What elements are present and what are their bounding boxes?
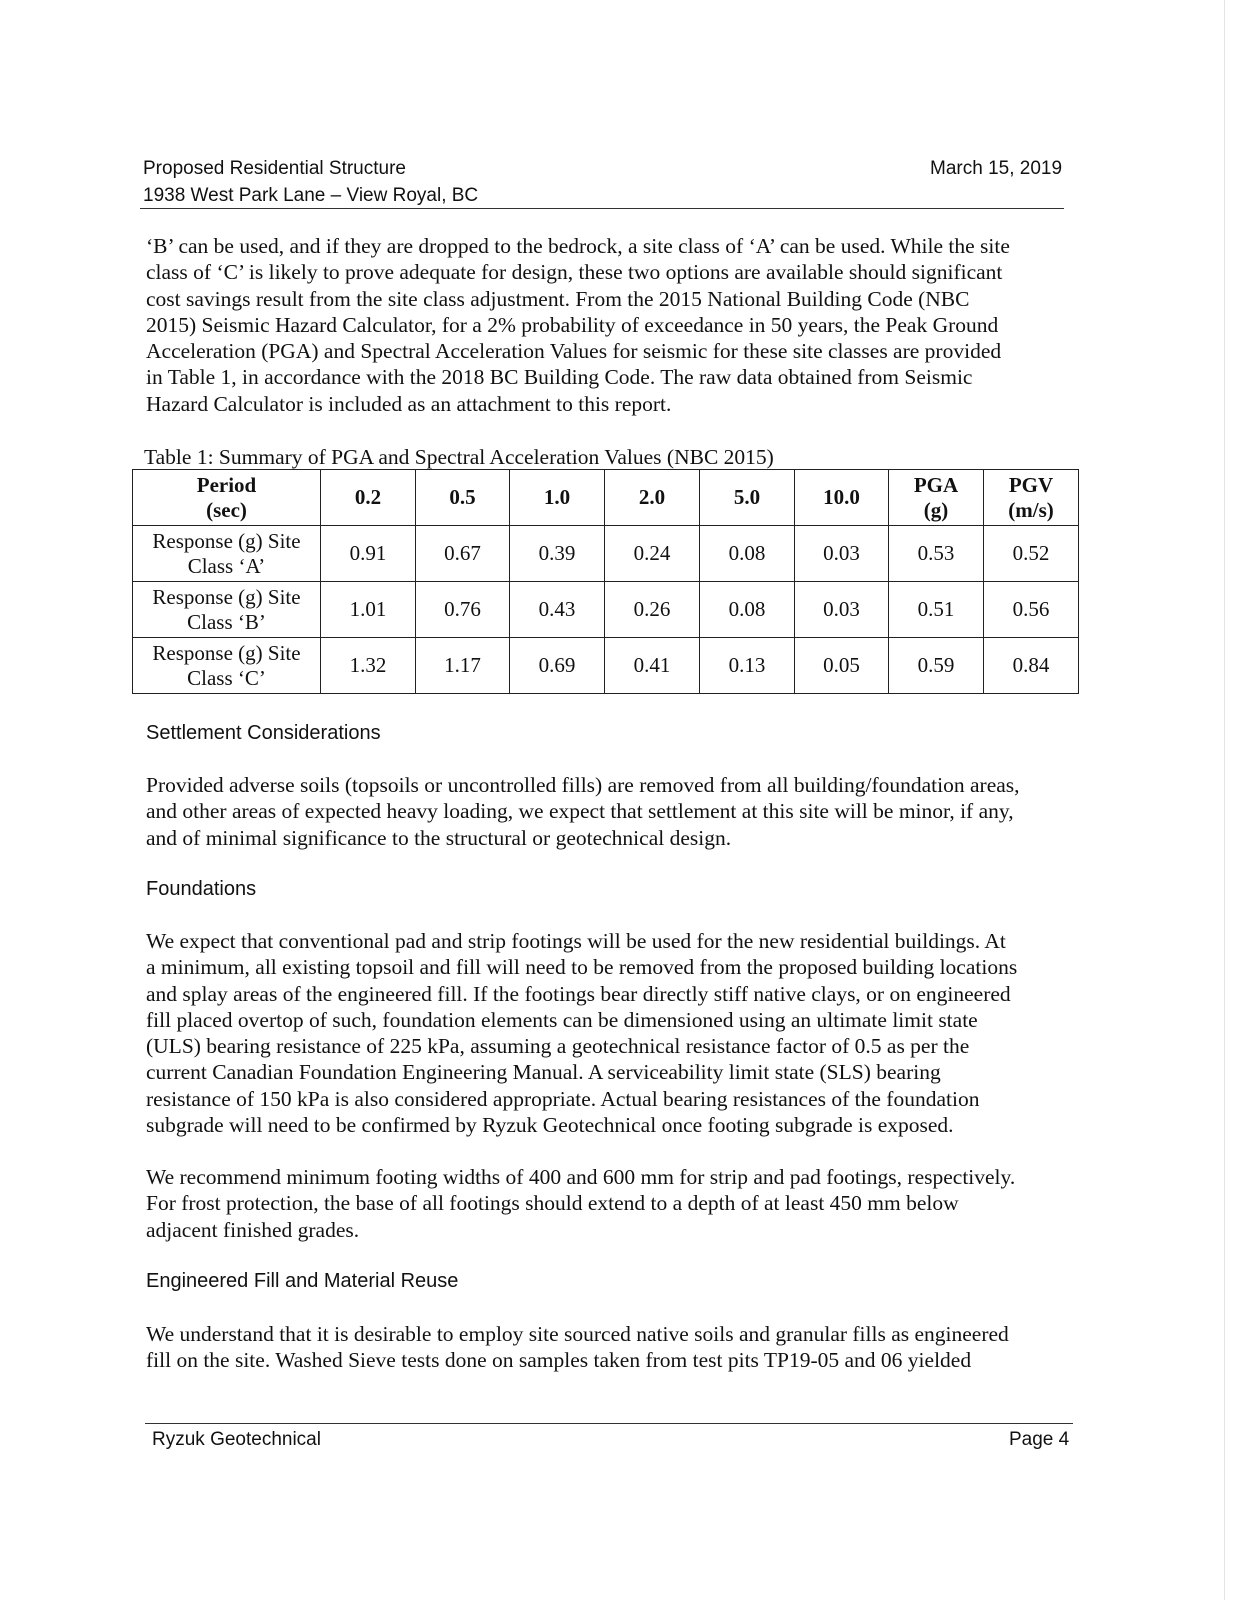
- table-cell: 1.32: [321, 638, 416, 694]
- text-line: fill placed overtop of such, foundation elements can be dimensioned using an ultimate limit state: [146, 1007, 978, 1032]
- text-line: and other areas of expected heavy loading, we expect that settlement at this site will be minor, if any,: [146, 799, 1014, 824]
- foundations-paragraph-2: [146, 1164, 1015, 1243]
- table-cell: 0.39: [510, 526, 605, 582]
- foundations-heading: Foundations: [146, 878, 257, 900]
- row-label: Response (g) Site Class ‘C’: [133, 638, 321, 694]
- header-rule: [140, 208, 1064, 209]
- table-cell: 0.03: [795, 526, 889, 582]
- page-edge-line: [1224, 0, 1225, 1600]
- header-cell-10.0: 10.0: [795, 470, 889, 526]
- header-date: March 15, 2019: [930, 158, 1063, 179]
- text-line: For frost protection, the base of all footings should extend to a depth of at least 450 mm below: [146, 1191, 959, 1216]
- page-header: [143, 155, 478, 209]
- text-line: We understand that it is desirable to employ site sourced native soils and granular fills as engineered: [146, 1322, 1009, 1346]
- header-cell-pga: PGA (g): [889, 470, 984, 526]
- settlement-paragraph: [146, 772, 1020, 851]
- table-cell: 0.56: [984, 582, 1079, 638]
- text-line: We expect that conventional pad and strip footings will be used for the new residential buildings. At: [146, 929, 1006, 953]
- text-line: a minimum, all existing topsoil and fill will need to be removed from the proposed building locations: [146, 955, 1018, 980]
- table-cell: 0.52: [984, 526, 1079, 582]
- table-cell: 0.41: [605, 638, 700, 694]
- fill-paragraph: [146, 1321, 1009, 1374]
- table-header-row: [133, 470, 1079, 526]
- table-cell: 0.05: [795, 638, 889, 694]
- foundations-paragraph-1: [146, 928, 1017, 1138]
- header-cell-period: Period (sec): [133, 470, 321, 526]
- table-cell: 0.53: [889, 526, 984, 582]
- text-line: (ULS) bearing resistance of 225 kPa, assuming a geotechnical resistance factor of 0.5 as per the: [146, 1034, 970, 1059]
- table-cell: 0.08: [700, 582, 795, 638]
- footer-rule: [145, 1423, 1073, 1424]
- table-cell: 0.08: [700, 526, 795, 582]
- text-line: Acceleration (PGA) and Spectral Acceleration Values for seismic for these site classes are provided: [146, 339, 1002, 364]
- row-label: Response (g) Site Class ‘A’: [133, 526, 321, 582]
- header-address: 1938 West Park Lane – View Royal, BC: [143, 185, 479, 206]
- footer-company: Ryzuk Geotechnical: [152, 1429, 321, 1450]
- seismic-table: [132, 469, 1079, 694]
- header-cell-pgv: PGV (m/s): [984, 470, 1079, 526]
- header-title: Proposed Residential Structure: [143, 158, 406, 179]
- table-cell: 0.24: [605, 526, 700, 582]
- table-cell: 0.67: [416, 526, 510, 582]
- table-cell: 0.43: [510, 582, 605, 638]
- table-cell: 0.69: [510, 638, 605, 694]
- text-line: adjacent finished grades.: [146, 1217, 360, 1242]
- table-cell: 1.17: [416, 638, 510, 694]
- text-line: resistance of 150 kPa is also considered appropriate. Actual bearing resistances of the foundation: [146, 1086, 980, 1111]
- table-cell: 0.84: [984, 638, 1079, 694]
- table-row-site-b: [133, 582, 1079, 638]
- text-line: Hazard Calculator is included as an attachment to this report.: [146, 391, 672, 416]
- header-cell-0.5: 0.5: [416, 470, 510, 526]
- text-line: We recommend minimum footing widths of 400 and 600 mm for strip and pad footings, respectively.: [146, 1165, 1016, 1189]
- table-cell: 0.26: [605, 582, 700, 638]
- header-cell-2.0: 2.0: [605, 470, 700, 526]
- text-line: 2015) Seismic Hazard Calculator, for a 2% probability of exceedance in 50 years, the Peak Ground: [146, 312, 999, 337]
- settlement-heading: Settlement Considerations: [146, 722, 381, 744]
- table-cell: 0.03: [795, 582, 889, 638]
- table-row-site-a: [133, 526, 1079, 582]
- row-label: Response (g) Site Class ‘B’: [133, 582, 321, 638]
- text-line: current Canadian Foundation Engineering Manual. A serviceability limit state (SLS) bearing: [146, 1060, 941, 1085]
- table-cell: 0.59: [889, 638, 984, 694]
- table-cell: 0.51: [889, 582, 984, 638]
- table-row-site-c: [133, 638, 1079, 694]
- table-caption: Table 1: Summary of PGA and Spectral Acceleration Values (NBC 2015): [144, 445, 774, 469]
- intro-paragraph: [146, 233, 1010, 417]
- text-line: class of ‘C’ is likely to prove adequate for design, these two options are available should significant: [146, 260, 1003, 285]
- header-cell-1.0: 1.0: [510, 470, 605, 526]
- table-cell: 0.76: [416, 582, 510, 638]
- header-cell-0.2: 0.2: [321, 470, 416, 526]
- text-line: ‘B’ can be used, and if they are dropped to the bedrock, a site class of ‘A’ can be used. While the site: [146, 234, 1010, 258]
- table-cell: 1.01: [321, 582, 416, 638]
- text-line: Provided adverse soils (topsoils or uncontrolled fills) are removed from all building/foundation areas,: [146, 773, 1020, 797]
- text-line: fill on the site. Washed Sieve tests done on samples taken from test pits TP19-05 and 06 yielded: [146, 1348, 972, 1373]
- text-line: cost savings result from the site class adjustment. From the 2015 National Building Code (NBC: [146, 286, 970, 311]
- text-line: and of minimal significance to the structural or geotechnical design.: [146, 825, 732, 850]
- table-cell: 0.91: [321, 526, 416, 582]
- text-line: subgrade will need to be confirmed by Ryzuk Geotechnical once footing subgrade is exposed.: [146, 1113, 954, 1138]
- table-cell: 0.13: [700, 638, 795, 694]
- fill-heading: Engineered Fill and Material Reuse: [146, 1270, 459, 1292]
- page-number: Page 4: [1009, 1429, 1070, 1450]
- text-line: and splay areas of the engineered fill. If the footings bear directly stiff native clays, or on engineered: [146, 981, 1011, 1006]
- header-cell-5.0: 5.0: [700, 470, 795, 526]
- text-line: in Table 1, in accordance with the 2018 BC Building Code. The raw data obtained from Seismic: [146, 365, 973, 390]
